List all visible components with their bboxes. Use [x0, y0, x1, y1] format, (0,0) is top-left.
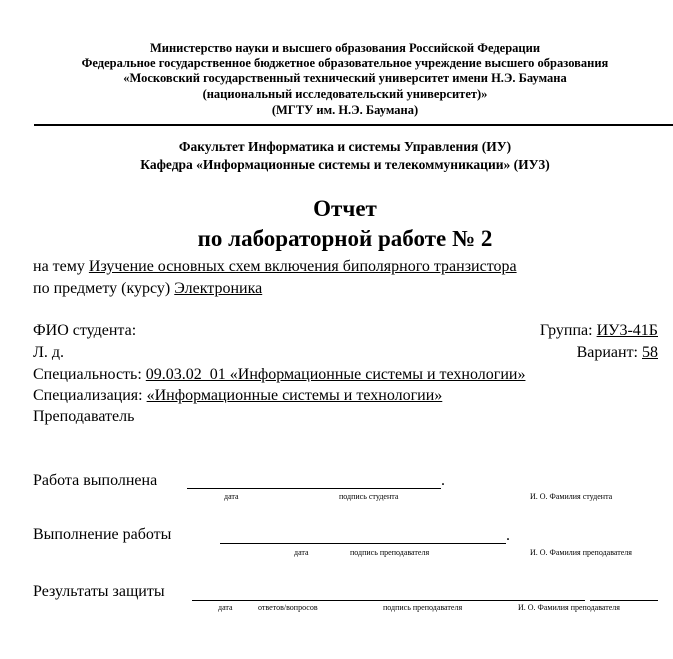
topic-line [33, 258, 517, 276]
header-divider [34, 124, 673, 126]
group-line [540, 322, 658, 340]
subject: Электроника [174, 280, 263, 297]
teacher-label: Преподаватель [33, 408, 135, 425]
done-label: Работа выполнена [33, 472, 158, 489]
specialty-label: Специальность: [33, 366, 146, 383]
variant-label: Вариант: [576, 344, 642, 361]
header-line: Федеральное государственное бюджетное образовательное учреждение высшего образования [81, 56, 609, 70]
signature-line [192, 600, 585, 601]
group: ИУ3-41Б [596, 322, 658, 339]
group-label: Группа: [539, 322, 597, 339]
period: . [506, 527, 510, 544]
specialty: 09.03.02_01 «Информационные системы и технологии» [145, 366, 526, 383]
header-line: Министерство науки и высшего образования Российской Федерации [149, 41, 541, 55]
caption-answers: ответов/вопросов [258, 603, 318, 612]
subject-label: по предмету (курсу) [33, 280, 175, 297]
signature-line [220, 543, 506, 544]
topic: Изучение основных схем включения биполярного транзистора [88, 258, 517, 275]
signature-line [590, 600, 658, 601]
caption-sign: подпись студента [339, 492, 399, 501]
caption-date: дата [224, 492, 239, 501]
caption-date: дата [294, 548, 309, 557]
faculty: Факультет Информатика и системы Управления (ИУ) [178, 139, 512, 154]
variant-line [577, 344, 658, 362]
title: Отчет [313, 196, 377, 221]
header-line: (МГТУ им. Н.Э. Баумана) [271, 103, 419, 117]
caption-name: И. О. Фамилия студента [530, 492, 613, 501]
specialization-line [33, 387, 442, 405]
specialty-line [33, 366, 525, 384]
department: Кафедра «Информационные системы и телекоммуникации» (ИУ3) [140, 157, 550, 172]
signature-line [187, 488, 441, 489]
header-line: «Московский государственный технический университет имени Н.Э. Баумана [123, 71, 567, 85]
variant: 58 [642, 344, 658, 361]
specialization-label: Специализация: [33, 387, 147, 404]
caption-date: дата [218, 603, 233, 612]
caption-sign: подпись преподавателя [383, 603, 463, 612]
specialization: «Информационные системы и технологии» [146, 387, 443, 404]
topic-label: на тему [33, 258, 89, 275]
header-line: (национальный исследовательский университет)» [202, 87, 488, 101]
subject-line [33, 280, 262, 298]
caption-name: И. О. Фамилия преподавателя [530, 548, 632, 557]
subtitle: по лабораторной работе № 2 [197, 226, 493, 251]
exec-label: Выполнение работы [33, 526, 172, 543]
period: . [441, 472, 445, 489]
student-label: ФИО студента: [33, 322, 137, 339]
student-name: Л. д. [33, 344, 64, 361]
caption-sign: подпись преподавателя [350, 548, 430, 557]
result-label: Результаты защиты [33, 583, 165, 600]
caption-name: И. О. Фамилия преподавателя [518, 603, 620, 612]
